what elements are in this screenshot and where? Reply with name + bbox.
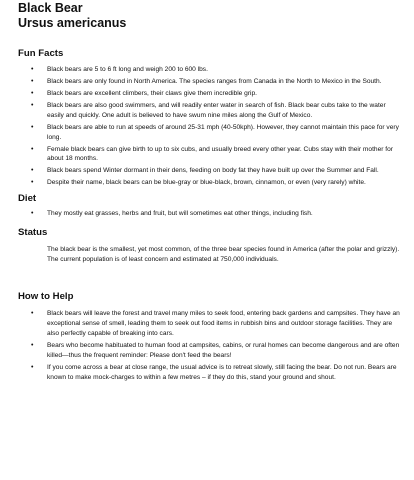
list-item: • Female black bears can give birth to up to six cubs, and usually breed every other year. Cubs stay with their mother for about 18 months.: [18, 145, 402, 165]
section-heading-fun-facts: Fun Facts: [18, 48, 64, 59]
list-item: • Black bears are also good swimmers, and will readily enter water in search of fish. Black bear cubs take to the water easily and quickly. One adult is believed to have swum nine miles along the Gulf of Mexico.: [18, 101, 402, 121]
list-item: • Black bears spend Winter dormant in their dens, feeding on body fat they have built up over the Summer and Fall.: [18, 166, 402, 176]
section-heading-diet: Diet: [18, 193, 37, 205]
how-to-help-list: [18, 309, 402, 382]
list-item: • Black bears are able to run at speeds of around 25-31 mph (40-50kph). However, they cannot maintain this pace for very long.: [18, 123, 402, 143]
status-paragraph: The black bear is the smallest, yet most common, of the three bear species found in America (after the polar and grizzly). The current population is of least concern and estimated at 750,000 individuals.: [47, 245, 400, 263]
list-item: • They mostly eat grasses, herbs and fruit, but will sometimes eat other things, including fish.: [18, 209, 402, 219]
list-item: • Black bears will leave the forest and travel many miles to seek food, entering back gardens and campsites. They have an exceptional sense of smell, leading them to seek out food items in rubbish bins and outdoor storage facilities. They are also perfectly capable of breaking into cars.: [18, 309, 402, 338]
page-title: Black Bear: [18, 1, 83, 15]
diet-list: [18, 209, 402, 219]
list-item: • Bears who become habituated to human food at campsites, cabins, or rural homes can become dangerous and are often killed—thus the frequent reminder: Please don't feed the bears!: [18, 341, 402, 361]
fun-facts-list: [18, 65, 402, 188]
list-item: • Despite their name, black bears can be blue-gray or blue-black, brown, cinnamon, or even (very rarely) white.: [18, 178, 402, 188]
list-item: • Black bears are 5 to 6 ft long and weigh 200 to 600 lbs.: [18, 65, 402, 75]
list-item: • If you come across a bear at close range, the usual advice is to retreat slowly, still facing the bear. Do not run. Bears are known to make mock-charges to within a few metres – if they do this, stand your ground and shout.: [18, 363, 402, 383]
section-heading-status: Status: [18, 226, 48, 238]
list-item: • Black bears are only found in North America. The species ranges from Canada in the North to Mexico in the South.: [18, 77, 402, 87]
list-item: • Black bears are excellent climbers, their claws give them incredible grip.: [18, 89, 402, 99]
page-subtitle: Ursus americanus: [18, 16, 127, 30]
section-heading-how-to-help: How to Help: [18, 291, 74, 303]
